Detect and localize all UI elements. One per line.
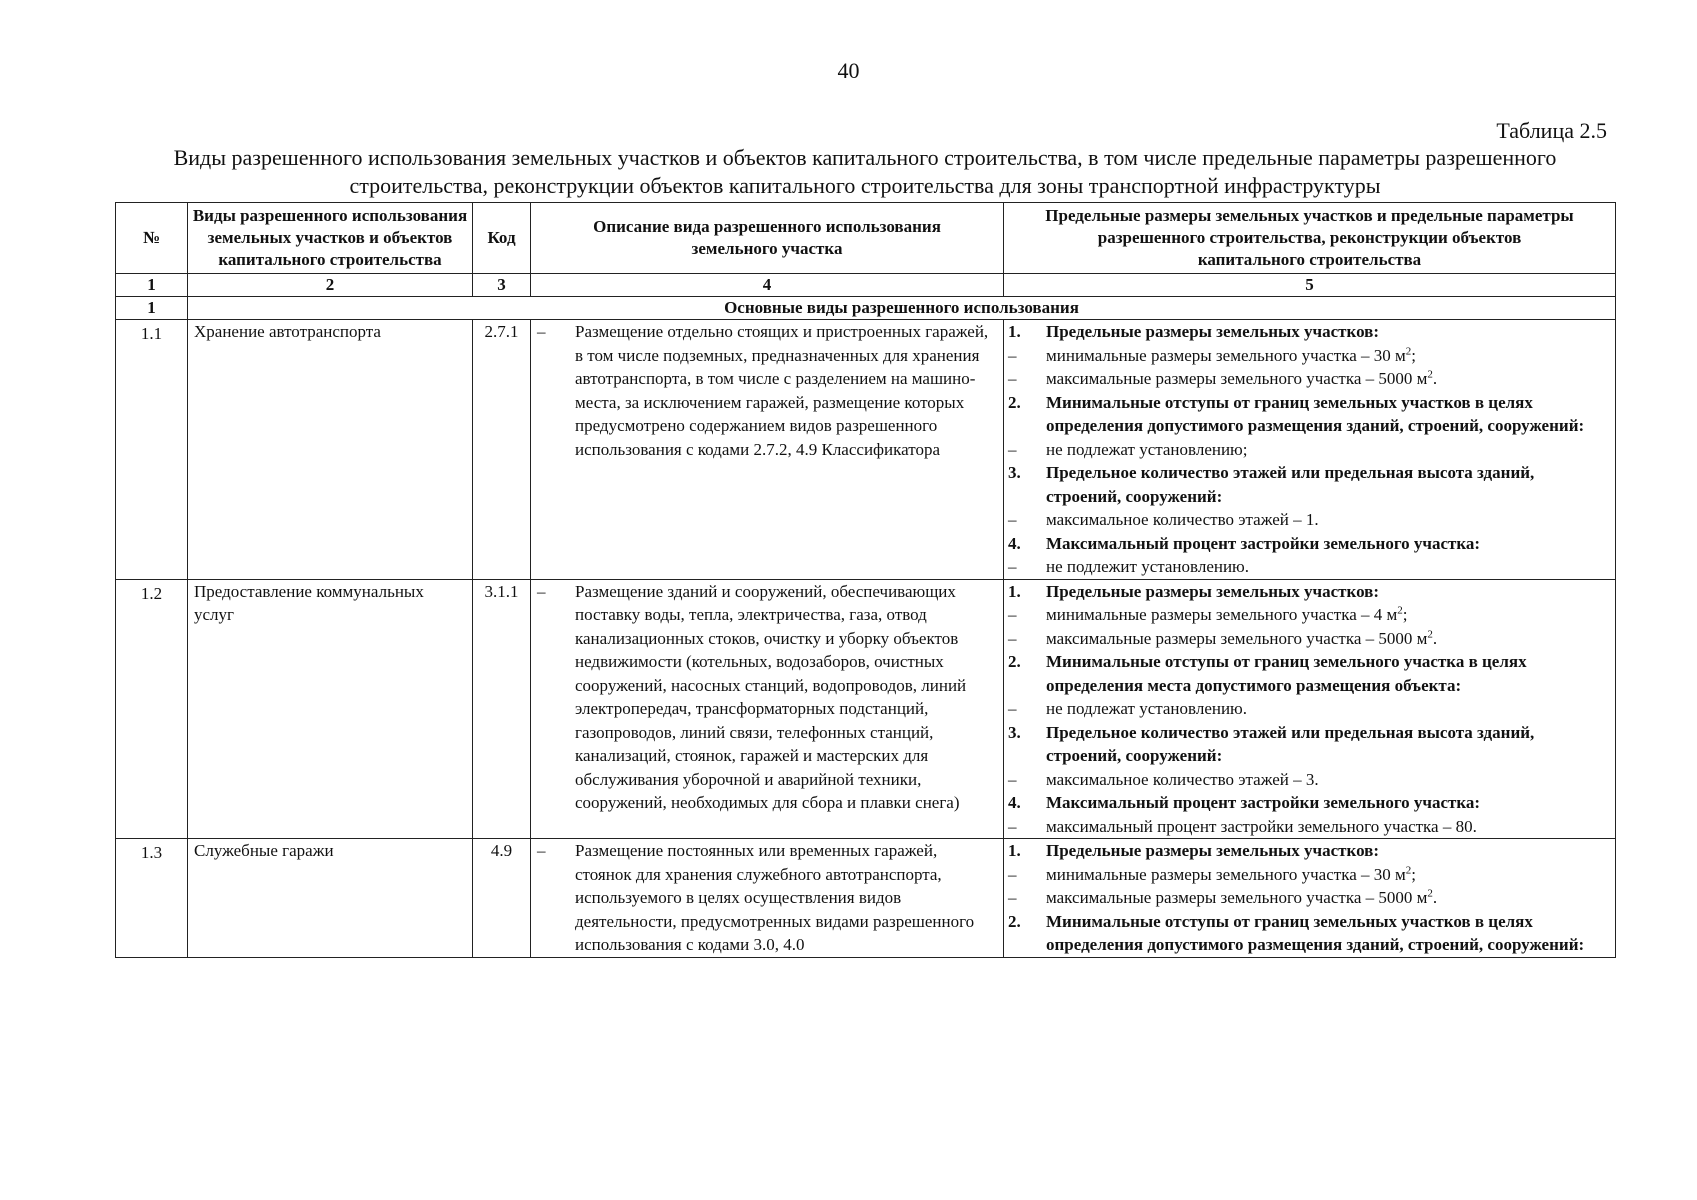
description-text: Размещение зданий и сооружений, обеспечивающих поставку воды, тепла, электричества, газа, отвод канализационных стоков, очистку и уборку объектов недвижимости (котельных, водозаборов, очистных сооружений, насосных станций, водопроводов, линий электропередач, трансформаторных подстанций, газопроводов, линий связи, телефонных станций, канализаций, стоянок, гаражей и мастерских для обслуживания уборочной и аварийной техники, сооружений, необходимых для сбора и плавки снега) — [575, 581, 967, 812]
limit-tail: . — [1432, 369, 1438, 388]
limit-text-wrap — [1046, 886, 1611, 910]
limit-item — [1008, 508, 1611, 532]
limit-text-wrap — [1046, 697, 1611, 721]
limit-heading — [1008, 532, 1611, 556]
row-number: 1.3 — [116, 839, 188, 958]
table-caption: Виды разрешенного использования земельных участков и объектов капитального строительства, в том числе предельные параметры разрешенного строительства, реконструкции объектов капитального строительства для зоны транспортной инфраструктуры — [173, 145, 1557, 198]
limit-marker: – — [1008, 769, 1017, 789]
limit-text-wrap — [1046, 839, 1611, 863]
header-code: Код — [473, 203, 531, 274]
header-row — [116, 203, 1616, 274]
limit-text-wrap — [1046, 461, 1611, 508]
limit-text: максимальные размеры земельного участка – 5000 м — [1046, 369, 1428, 388]
limit-tail: ; — [1411, 345, 1416, 365]
row-kind: Хранение автотранспорта — [188, 320, 473, 580]
table-row — [116, 320, 1616, 580]
limit-text: минимальные размеры земельного участка – 30 м — [1046, 345, 1406, 365]
limit-marker: 1. — [1008, 322, 1021, 341]
limit-text-wrap — [1046, 580, 1611, 604]
description-text: Размещение постоянных или временных гаражей, стоянок для хранения служебного автотранспорта, используемого в целях осуществления видов деятельности, предусмотренных видами разрешенного использования с кодами 3.0, 4.0 — [575, 841, 975, 954]
row-limits — [1004, 839, 1616, 958]
limit-marker: 2. — [1008, 652, 1021, 671]
section-title: Основные виды разрешенного использования — [188, 297, 1616, 320]
limit-text: Предельное количество этажей или предельная высота зданий, строений, сооружений: — [1046, 463, 1535, 506]
limit-marker: 4. — [1008, 793, 1021, 812]
limit-text-wrap — [1046, 391, 1611, 438]
header-limits: Предельные размеры земельных участков и предельные параметры разрешенного строительства, реконструкции объектов капитального строительства — [1004, 203, 1616, 274]
limit-marker: 1. — [1008, 581, 1021, 601]
limit-text: не подлежит установлению. — [1046, 557, 1250, 576]
column-number: 1 — [116, 274, 188, 297]
row-code: 2.7.1 — [473, 320, 531, 580]
description-text: Размещение отдельно стоящих и пристроенных гаражей, в том числе подземных, предназначенных для хранения автотранспорта, в том числе с разделением на машино-места, за исключением гаражей, размещение которых предусмотрено содержанием видов разрешенного использования с кодами 2.7.2, 4.9 Классификатора — [575, 322, 989, 459]
row-description — [531, 320, 1004, 580]
page-number: 40 — [837, 58, 860, 83]
limit-text-wrap — [1046, 815, 1611, 839]
limit-item — [1008, 697, 1611, 721]
description-dash: – — [537, 841, 546, 860]
limit-heading — [1008, 461, 1611, 508]
limit-text: Предельные размеры земельных участков: — [1046, 841, 1380, 860]
limit-text-wrap — [1046, 320, 1611, 344]
column-number: 2 — [188, 274, 473, 297]
limit-text: не подлежат установлению; — [1046, 439, 1248, 459]
limit-text: Предельные размеры земельных участков: — [1046, 322, 1380, 341]
row-description — [531, 839, 1004, 958]
limit-item — [1008, 815, 1611, 839]
limit-tail: ; — [1402, 605, 1408, 624]
limit-superscript: 2 — [1427, 627, 1433, 640]
header-desc: Описание вида разрешенного использования земельного участка — [531, 203, 1004, 274]
limit-text-wrap — [1046, 791, 1611, 815]
limit-text: максимальный процент застройки земельного участка – 80. — [1046, 816, 1477, 836]
limit-text: максимальные размеры земельного участка – 5000 м — [1046, 888, 1428, 907]
limit-item — [1008, 863, 1611, 887]
limit-marker: – — [1008, 345, 1017, 365]
limit-marker: 3. — [1008, 722, 1021, 742]
limit-text: Максимальный процент застройки земельного участка: — [1046, 793, 1481, 812]
limit-text: не подлежат установлению. — [1046, 699, 1248, 718]
table-row — [116, 839, 1616, 958]
column-number: 4 — [531, 274, 1004, 297]
description-dash: – — [537, 581, 546, 601]
table-row — [116, 579, 1616, 839]
limit-text-wrap — [1046, 532, 1611, 556]
limit-item — [1008, 886, 1611, 910]
row-kind: Предоставление коммунальных услуг — [188, 579, 473, 839]
limit-marker: – — [1008, 628, 1017, 648]
limit-heading — [1008, 391, 1611, 438]
limit-text-wrap — [1046, 650, 1611, 697]
limit-item — [1008, 768, 1611, 792]
section-row — [116, 297, 1616, 320]
limit-heading — [1008, 721, 1611, 768]
limit-superscript: 2 — [1405, 344, 1412, 357]
row-kind: Служебные гаражи — [188, 839, 473, 958]
limit-text: максимальное количество этажей – 1. — [1046, 510, 1319, 529]
description-dash: – — [537, 322, 546, 341]
limit-text-wrap — [1046, 768, 1611, 792]
limit-marker: – — [1008, 699, 1017, 718]
limit-heading — [1008, 910, 1611, 957]
limit-text: Минимальные отступы от границ земельного участка в целях определения места допустимого размещения объекта: — [1046, 652, 1527, 695]
limit-text: Предельные размеры земельных участков: — [1046, 581, 1380, 601]
limit-item — [1008, 555, 1611, 579]
header-num: № — [116, 203, 188, 274]
limit-marker: 2. — [1008, 392, 1021, 412]
limit-heading — [1008, 791, 1611, 815]
limit-text: Предельное количество этажей или предельная высота зданий, строений, сооружений: — [1046, 722, 1535, 765]
limit-text: минимальные размеры земельного участка – 4 м — [1046, 605, 1398, 624]
limit-heading — [1008, 839, 1611, 863]
limit-marker: – — [1008, 864, 1017, 884]
section-number: 1 — [116, 297, 188, 320]
limit-item — [1008, 438, 1611, 462]
limit-tail: . — [1432, 888, 1438, 907]
table-label: Таблица 2.5 — [1496, 118, 1607, 143]
limit-item — [1008, 344, 1611, 368]
limit-text: максимальное количество этажей – 3. — [1046, 769, 1319, 789]
limit-text-wrap — [1046, 367, 1611, 391]
limit-superscript: 2 — [1427, 887, 1433, 900]
row-code: 4.9 — [473, 839, 531, 958]
limit-item — [1008, 627, 1611, 651]
limit-marker: – — [1008, 510, 1017, 529]
row-limits — [1004, 579, 1616, 839]
limit-superscript: 2 — [1427, 368, 1433, 381]
limit-tail: . — [1432, 628, 1438, 648]
limit-text-wrap — [1046, 603, 1611, 627]
limit-text: Минимальные отступы от границ земельных участков в целях определения допустимого размещения зданий, строений, сооружений: — [1046, 392, 1585, 435]
row-number: 1.1 — [116, 320, 188, 580]
limit-text-wrap — [1046, 508, 1611, 532]
limit-text: максимальные размеры земельного участка – 5000 м — [1046, 628, 1428, 648]
limit-tail: ; — [1411, 864, 1416, 884]
row-description — [531, 579, 1004, 839]
limit-text: минимальные размеры земельного участка – 30 м — [1046, 864, 1406, 884]
header-kind: Виды разрешенного использования земельных участков и объектов капитального строительства — [188, 203, 473, 274]
limit-marker: – — [1008, 816, 1017, 836]
limit-heading — [1008, 580, 1611, 604]
limit-heading — [1008, 320, 1611, 344]
limit-item — [1008, 603, 1611, 627]
limit-item — [1008, 367, 1611, 391]
zoning-table — [115, 202, 1616, 958]
limit-marker: 1. — [1008, 841, 1021, 860]
limit-text-wrap — [1046, 721, 1611, 768]
column-number: 3 — [473, 274, 531, 297]
limit-marker: 3. — [1008, 463, 1021, 482]
column-number: 5 — [1004, 274, 1616, 297]
limit-superscript: 2 — [1405, 863, 1412, 876]
limit-heading — [1008, 650, 1611, 697]
column-number-row — [116, 274, 1616, 297]
limit-text-wrap — [1046, 910, 1611, 957]
limit-marker: – — [1008, 439, 1017, 459]
row-number: 1.2 — [116, 579, 188, 839]
limit-text-wrap — [1046, 627, 1611, 651]
limit-text: Максимальный процент застройки земельного участка: — [1046, 533, 1481, 553]
limit-marker: – — [1008, 605, 1017, 624]
row-limits — [1004, 320, 1616, 580]
limit-text-wrap — [1046, 344, 1611, 368]
limit-marker: 4. — [1008, 533, 1021, 553]
limit-marker: – — [1008, 888, 1017, 907]
row-code: 3.1.1 — [473, 579, 531, 839]
limit-text-wrap — [1046, 555, 1611, 579]
limit-superscript: 2 — [1397, 604, 1403, 617]
limit-text-wrap — [1046, 863, 1611, 887]
limit-marker: – — [1008, 557, 1017, 576]
limit-marker: 2. — [1008, 911, 1021, 931]
limit-text-wrap — [1046, 438, 1611, 462]
limit-text: Минимальные отступы от границ земельных участков в целях определения допустимого размещения зданий, строений, сооружений: — [1046, 911, 1585, 954]
limit-marker: – — [1008, 369, 1017, 388]
